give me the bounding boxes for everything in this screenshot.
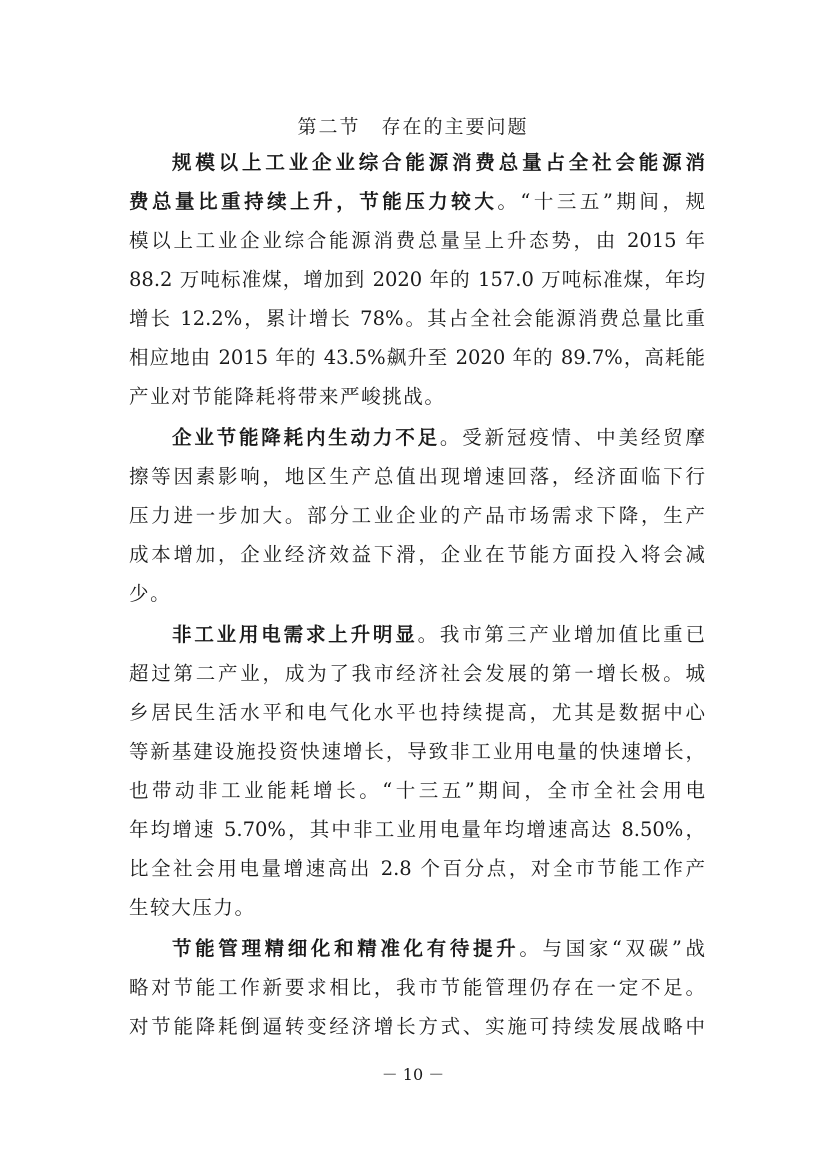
paragraph-text: 。受新冠疫情、中美经贸摩 — [439, 426, 705, 449]
paragraph-text: 。“十三五”期间，规 — [497, 190, 705, 213]
text-line — [129, 971, 705, 1010]
text-line — [129, 185, 705, 224]
text-line — [129, 735, 705, 774]
paragraph-text: 模以上工业企业综合能源消费总量呈上升态势，由 2015 年 — [129, 229, 705, 252]
paragraph-text: 增长 12.2%，累计增长 78%。其占全社会能源消费总量比重 — [129, 307, 705, 330]
text-line — [129, 852, 705, 891]
paragraph-text: 成本增加，企业经济效益下滑，企业在节能方面投入将会减 — [129, 543, 705, 566]
paragraph-text: 。与国家“双碳”战 — [519, 937, 705, 960]
paragraph-text: 超过第二产业，成为了我市经济社会发展的第一增长极。城 — [129, 662, 705, 685]
paragraph-text: 乡居民生活水平和电气化水平也持续提高，尤其是数据中心 — [129, 701, 705, 724]
paragraph-text: 产业对节能降耗将带来严峻挑战。 — [129, 385, 446, 408]
paragraph-text: 88.2 万吨标准煤，增加到 2020 年的 157.0 万吨标准煤，年均 — [129, 268, 705, 291]
text-line — [129, 538, 705, 577]
paragraph-text: 生较大压力。 — [129, 896, 256, 919]
text-line — [129, 932, 705, 971]
text-line — [129, 341, 705, 380]
paragraph-text: 略对节能工作新要求相比，我市节能管理仍存在一定不足。 — [129, 976, 705, 999]
paragraph — [129, 146, 705, 419]
paragraph — [129, 932, 705, 1049]
text-line — [129, 657, 705, 696]
text-line — [129, 618, 705, 657]
text-line — [129, 263, 705, 302]
body-text — [129, 146, 705, 1051]
text-line — [129, 696, 705, 735]
text-line — [129, 224, 705, 263]
paragraph-text: 压力进一步加大。部分工业企业的产品市场需求下降，生产 — [129, 504, 705, 527]
paragraph-heading: 企业节能降耗内生动力不足 — [172, 426, 440, 449]
section-title: 第二节 存在的主要问题 — [297, 116, 529, 138]
text-line — [129, 302, 705, 341]
text-line — [129, 813, 705, 852]
paragraph-text: 对节能降耗倒逼转变经济增长方式、实施可持续发展战略中 — [129, 1015, 705, 1038]
paragraph-text: 相应地由 2015 年的 43.5%飙升至 2020 年的 89.7%，高耗能 — [129, 346, 705, 369]
paragraph-text: 等新基建设施投资快速增长，导致非工业用电量的快速增长， — [129, 740, 705, 763]
paragraph-text: 也带动非工业能耗增长。“十三五”期间，全市全社会用电 — [129, 779, 705, 802]
text-line — [129, 891, 705, 930]
text-line — [129, 774, 705, 813]
text-line — [129, 421, 705, 460]
paragraph-heading: 费总量比重持续上升，节能压力较大 — [129, 190, 498, 213]
text-line — [129, 577, 705, 616]
text-line — [129, 146, 705, 185]
text-line — [129, 1010, 705, 1049]
paragraph-heading: 节能管理精细化和精准化有待提升 — [172, 937, 520, 960]
paragraph-text: 。我市第三产业增加值比重已 — [417, 623, 705, 646]
paragraph-gap — [129, 1049, 705, 1051]
text-line — [129, 460, 705, 499]
paragraph-text: 比全社会用电量增速高出 2.8 个百分点，对全市节能工作产 — [129, 857, 705, 880]
paragraph-heading: 非工业用电需求上升明显 — [172, 623, 418, 646]
text-line — [129, 499, 705, 538]
text-line — [129, 380, 705, 419]
page-number: － 10 － — [381, 1065, 445, 1084]
paragraph-heading: 规模以上工业企业综合能源消费总量占全社会能源消 — [172, 151, 705, 174]
paragraph-text: 少。 — [129, 582, 172, 605]
paragraph — [129, 618, 705, 930]
paragraph — [129, 421, 705, 616]
paragraph-text: 年均增速 5.70%，其中非工业用电量年均增速高达 8.50%， — [129, 818, 705, 841]
paragraph-text: 擦等因素影响，地区生产总值出现增速回落，经济面临下行 — [129, 465, 705, 488]
